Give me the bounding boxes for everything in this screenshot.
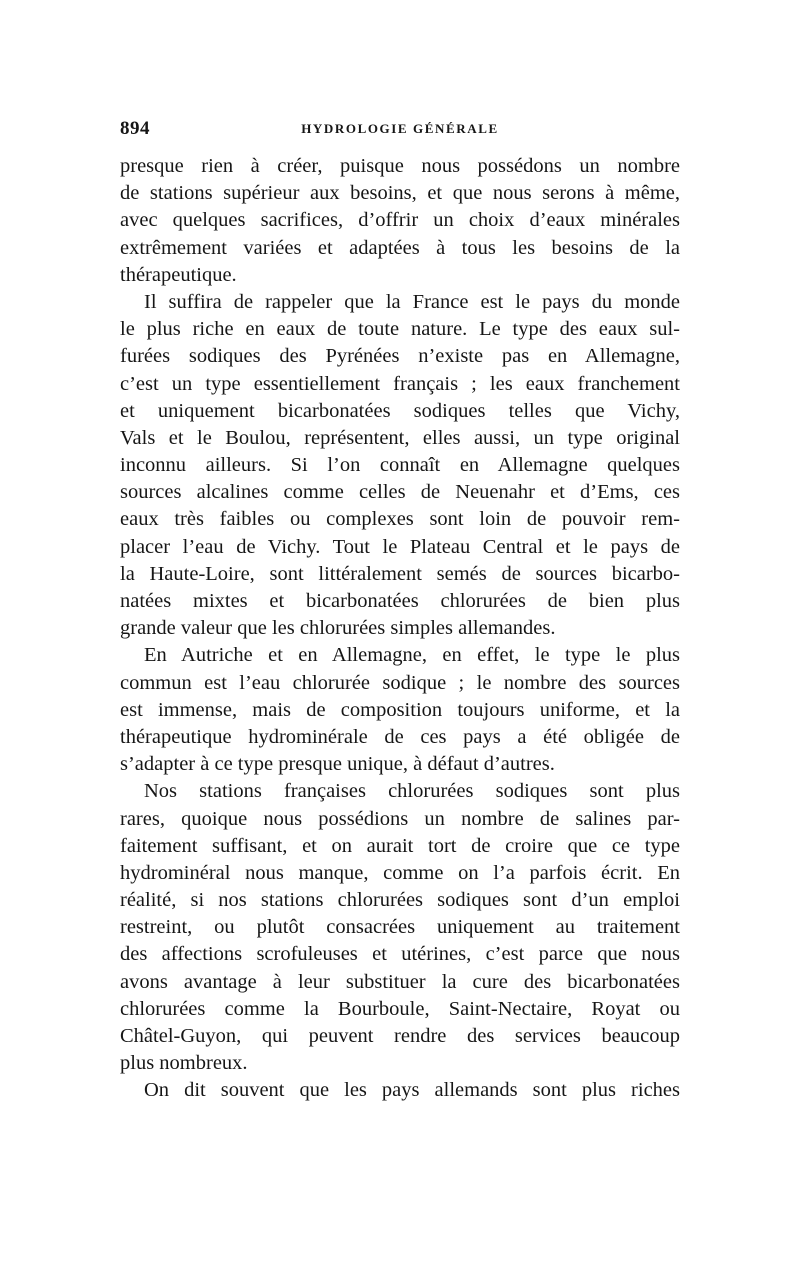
text-line: plus nombreux. <box>120 1052 248 1075</box>
text-line: inconnu ailleurs. Si l’on connaît en Allemagne quelques <box>120 454 680 477</box>
text-line: furées sodiques des Pyrénées n’existe pas en Allemagne, <box>120 345 680 368</box>
paragraph <box>120 1077 680 1104</box>
text-line: le plus riche en eaux de toute nature. Le type des eaux sul- <box>120 318 680 341</box>
text-line: avec quelques sacrifices, d’offrir un choix d’eaux minérales <box>120 209 680 232</box>
paragraph <box>120 778 680 1077</box>
paragraph <box>120 153 680 289</box>
text-line: Châtel-Guyon, qui peuvent rendre des services beaucoup <box>120 1025 680 1047</box>
text-line: restreint, ou plutôt consacrées uniquement au traitement <box>120 916 680 939</box>
text-line: hydrominéral nous manque, comme on l’a parfois écrit. En <box>120 861 680 884</box>
text-line: presque rien à créer, puisque nous possédons un nombre <box>120 155 680 177</box>
text-line: extrêmement variées et adaptées à tous les besoins de la <box>120 236 680 259</box>
text-line: Il suffira de rappeler que la France est le pays du monde <box>144 290 680 313</box>
text-line: thérapeutique hydrominérale de ces pays a été obligée de <box>120 725 680 748</box>
paragraph <box>120 642 680 778</box>
text-line: thérapeutique. <box>120 263 237 286</box>
text-line: Vals et le Boulou, représentent, elles aussi, un type original <box>120 426 680 449</box>
paragraph <box>120 289 680 642</box>
text-line: On dit souvent que les pays allemands sont plus riches <box>144 1079 680 1102</box>
text-line: sources alcalines comme celles de Neuenahr et d’Ems, ces <box>120 481 680 504</box>
text-line: des affections scrofuleuses et utérines, c’est parce que nous <box>120 943 680 966</box>
page-number: 894 <box>120 118 150 139</box>
text-line: est immense, mais de composition toujours uniforme, et la <box>120 698 680 721</box>
running-title: HYDROLOGIE GÉNÉRALE <box>301 121 499 136</box>
text-line: placer l’eau de Vichy. Tout le Plateau Central et le pays de <box>120 535 680 558</box>
text-line: commun est l’eau chlorurée sodique ; le nombre des sources <box>120 671 680 694</box>
text-line: c’est un type essentiellement français ; les eaux franchement <box>120 372 680 395</box>
text-line: s’adapter à ce type presque unique, à défaut d’autres. <box>120 753 555 776</box>
text-line: Nos stations françaises chlorurées sodiques sont plus <box>144 780 680 803</box>
text-line: En Autriche et en Allemagne, en effet, le type le plus <box>144 644 680 667</box>
text-line: réalité, si nos stations chlorurées sodiques sont d’un emploi <box>120 889 680 912</box>
text-line: chlorurées comme la Bourboule, Saint-Nectaire, Royat ou <box>120 997 680 1020</box>
text-line: grande valeur que les chlorurées simples allemandes. <box>120 617 556 640</box>
text-line: avons avantage à leur substituer la cure des bicarbonatées <box>120 970 680 993</box>
text-line: rares, quoique nous possédions un nombre de salines par- <box>120 807 680 830</box>
page-header <box>120 118 680 142</box>
text-line: la Haute-Loire, sont littéralement semés de sources bicarbo- <box>120 562 680 585</box>
text-line: de stations supérieur aux besoins, et que nous serons à même, <box>120 182 680 205</box>
text-line: faitement suffisant, et on aurait tort de croire que ce type <box>120 834 680 857</box>
text-line: eaux très faibles ou complexes sont loin de pouvoir rem- <box>120 508 680 531</box>
text-line: et uniquement bicarbonatées sodiques telles que Vichy, <box>120 399 680 422</box>
body-text <box>120 153 680 1105</box>
text-line: natées mixtes et bicarbonatées chlorurées de bien plus <box>120 590 680 612</box>
